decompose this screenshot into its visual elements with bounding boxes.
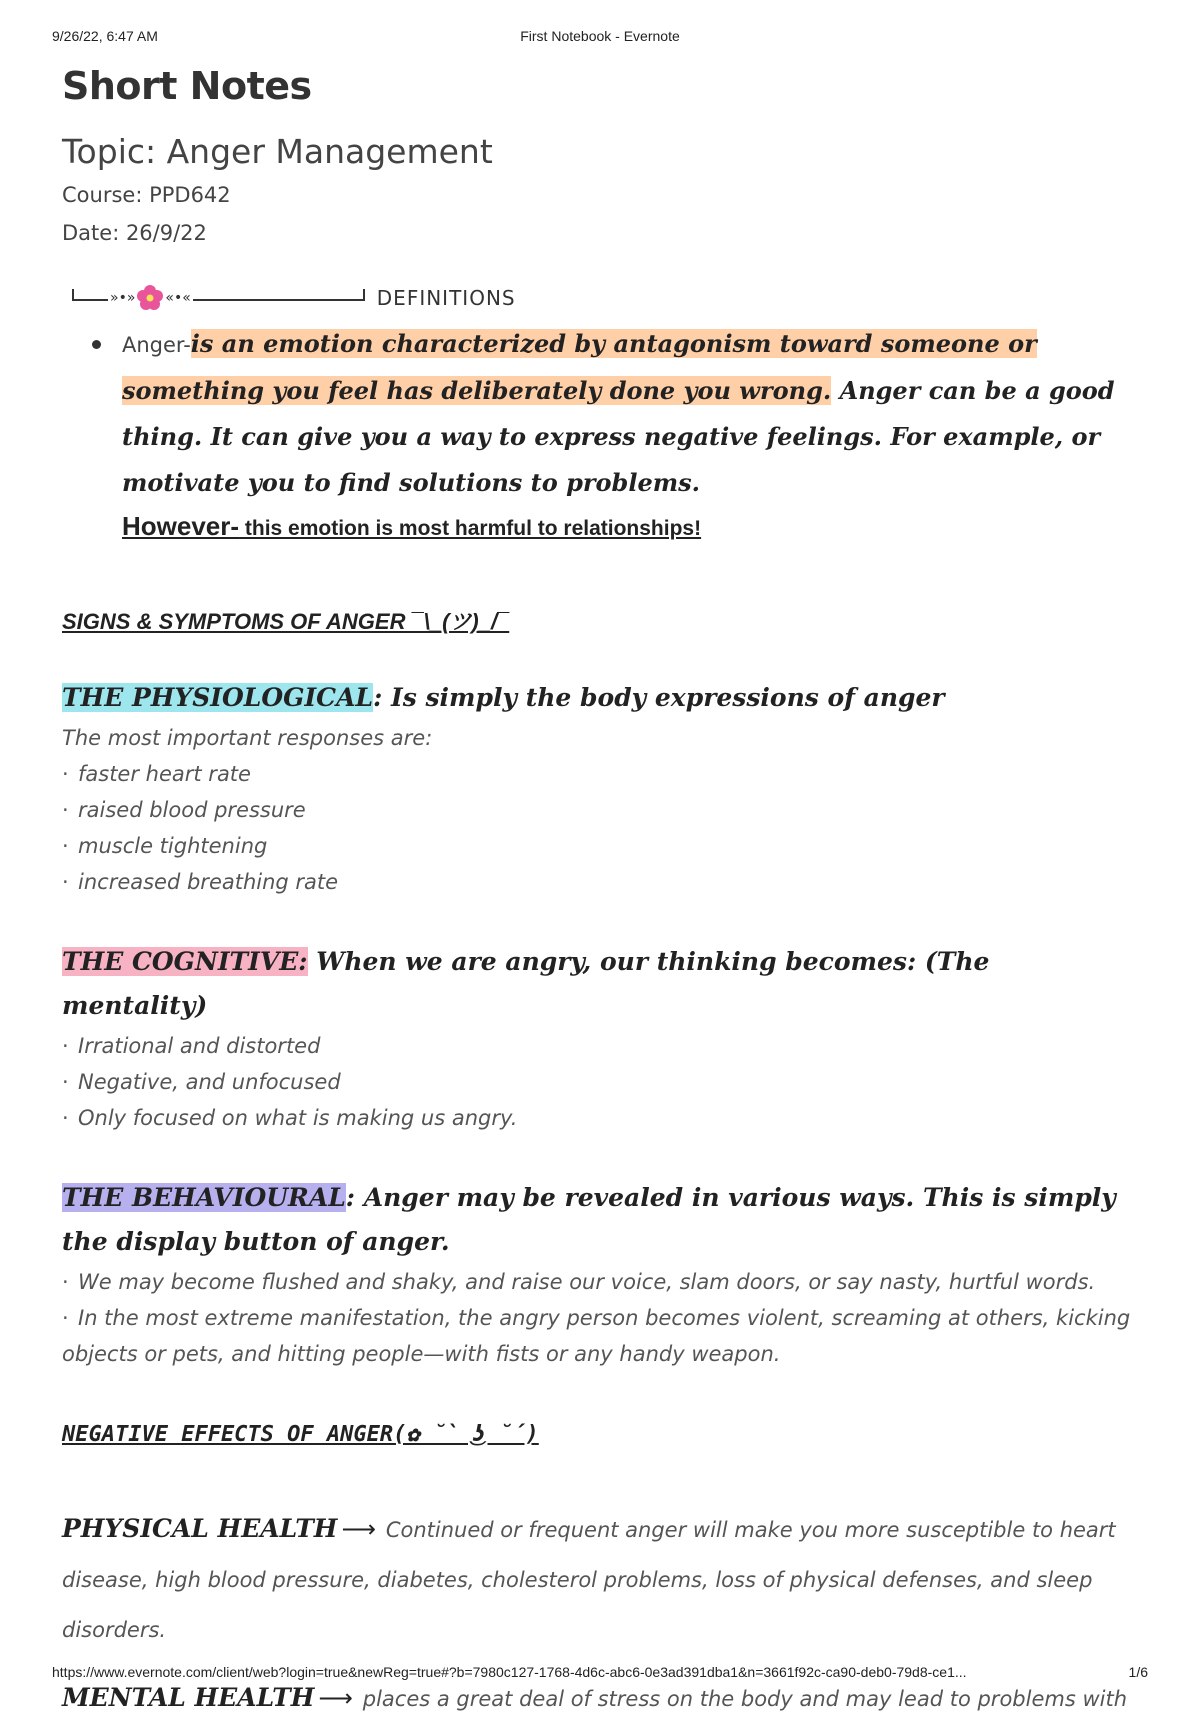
definition-highlight: is an emotion characterized by antagonism toward someone or something you feel has deliberately done you wrong. <box>122 329 1037 405</box>
note-title: Short Notes <box>62 64 312 108</box>
signs-heading: SIGNS & SYMPTOMS OF ANGER ¯\_(ツ)_/¯ <box>62 609 510 634</box>
window-title: First Notebook - Evernote <box>520 28 680 44</box>
effect-text: Continued or frequent anger will make you more susceptible to heart disease, high blood pressure, diabetes, cholesterol problems, loss of physical defenses, and sleep disorders. <box>62 1518 1116 1642</box>
note-body <box>62 58 1142 1724</box>
note-date: Date: 26/9/22 <box>62 221 207 245</box>
however-label: However- <box>122 511 240 541</box>
page-number: 1/6 <box>1128 1664 1148 1680</box>
however-line <box>122 506 1142 549</box>
divider-decoration <box>72 285 365 311</box>
definition-term: Anger- <box>122 333 191 357</box>
behavioural-desc: : Anger may be revealed in various ways. This is simply the display button of anger. <box>62 1183 1116 1256</box>
physiological-desc: : Is simply the body expressions of anger <box>373 683 945 712</box>
list-item: · We may become flushed and shaky, and raise our voice, slam doors, or say nasty, hurtful words. <box>62 1264 1142 1300</box>
definition-item <box>92 321 1142 549</box>
page-url: https://www.evernote.com/client/web?login=true&newReg=true#?b=7980c127-1768-4d6c-abc6-0e3ad391dba1&n=3661f92c-ca90-deb0-79d8-ce1... <box>52 1664 967 1680</box>
cognitive-section <box>62 940 1142 1136</box>
effect-label: MENTAL HEALTH <box>62 1683 315 1712</box>
list-item: · increased breathing rate <box>62 864 1142 900</box>
behavioural-label: THE BEHAVIOURAL <box>62 1183 346 1212</box>
list-item: · muscle tightening <box>62 828 1142 864</box>
definitions-label: DEFINITIONS <box>376 286 516 310</box>
print-datetime: 9/26/22, 6:47 AM <box>52 28 158 44</box>
note-topic: Topic: Anger Management <box>62 132 493 171</box>
arrow-right-icon: ⟶ <box>318 1684 353 1712</box>
behavioural-section <box>62 1176 1142 1372</box>
negative-effects-heading: NEGATIVE EFFECTS OF ANGER(✿ ˘̀ ͜ʖ ˘́) <box>62 1422 539 1447</box>
behavioural-heading <box>62 1176 1142 1264</box>
list-item: · Irrational and distorted <box>62 1028 1142 1064</box>
note-course: Course: PPD642 <box>62 183 231 207</box>
effect-text: places a great deal of stress on the body and may lead to problems with <box>362 1687 1128 1711</box>
flower-icon <box>137 285 163 311</box>
definition-rest: Anger can be a good thing. It can give you a way to express negative feelings. For example, or motivate you to find solutions to problems. <box>122 376 1115 497</box>
effect-label: PHYSICAL HEALTH <box>62 1514 338 1543</box>
physiological-label: THE PHYSIOLOGICAL <box>62 683 374 712</box>
cognitive-label: THE COGNITIVE: <box>62 947 308 976</box>
however-text: this emotion is most harmful to relationships! <box>239 517 702 540</box>
list-item: · faster heart rate <box>62 756 1142 792</box>
divider-marks-left: »•» <box>110 290 136 306</box>
arrow-right-icon: ⟶ <box>341 1515 376 1543</box>
list-item: · Only focused on what is making us angry. <box>62 1100 1142 1136</box>
print-footer <box>52 1664 1148 1684</box>
physiological-intro: The most important responses are: <box>62 726 433 750</box>
list-item: · Negative, and unfocused <box>62 1064 1142 1100</box>
physiological-section <box>62 676 1142 900</box>
physiological-heading <box>62 676 1142 720</box>
list-item: · raised blood pressure <box>62 792 1142 828</box>
list-item: · In the most extreme manifestation, the angry person becomes violent, screaming at others, kicking objects or pets, and hitting people—with fists or any handy weapon. <box>62 1300 1142 1372</box>
cognitive-heading <box>62 940 1142 1028</box>
definitions-list <box>62 321 1142 549</box>
cognitive-desc: When we are angry, our thinking becomes: (The mentality) <box>62 947 990 1020</box>
divider-marks-right: «•« <box>165 290 191 306</box>
definitions-divider <box>62 285 1142 311</box>
effect-physical-health <box>62 1504 1142 1655</box>
bullet-dot <box>92 340 101 349</box>
print-header <box>52 28 1148 48</box>
